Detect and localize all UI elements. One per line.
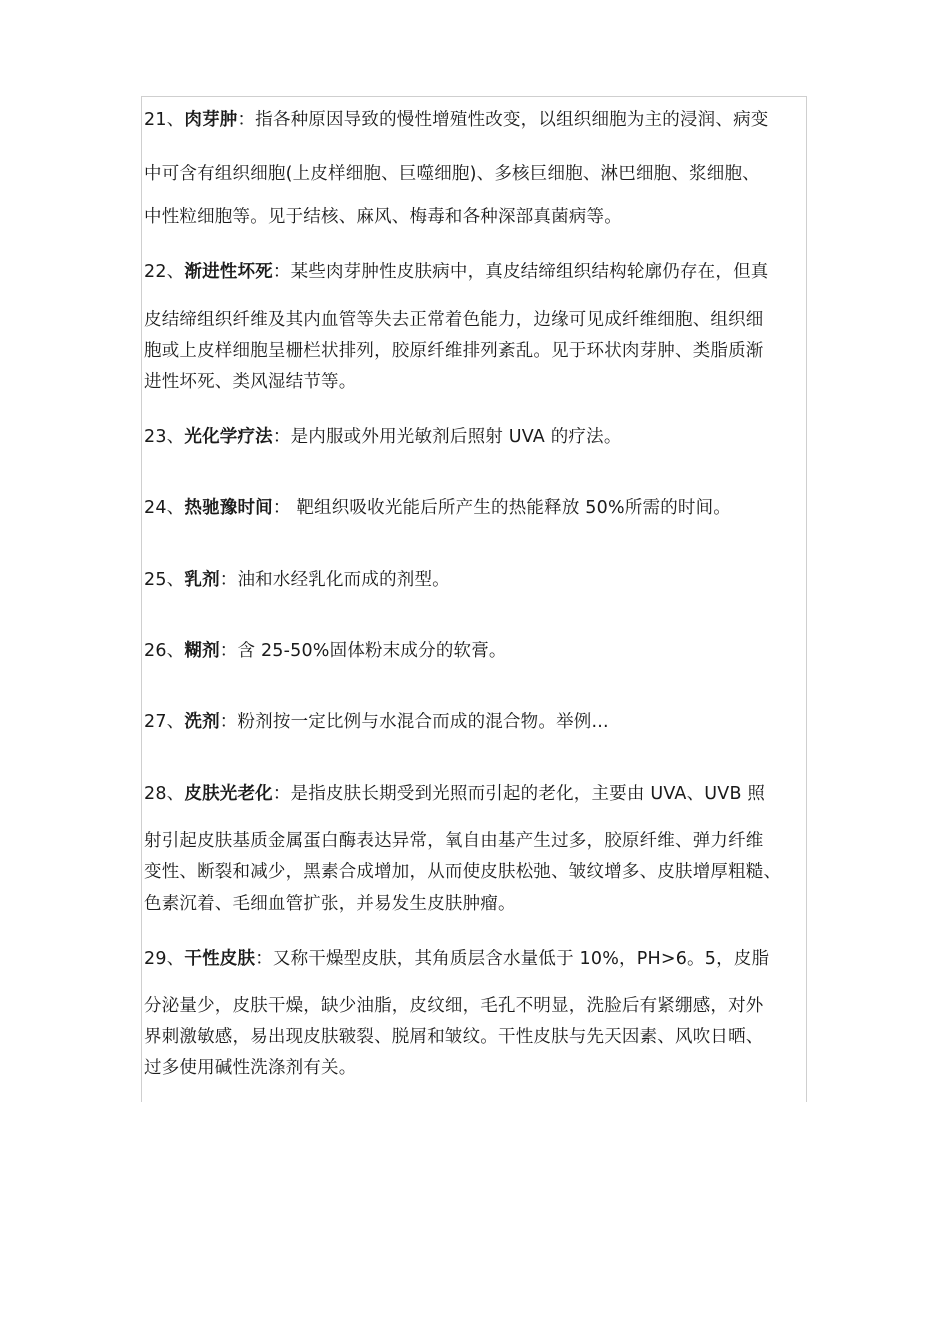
entry-term: 乳剂	[184, 570, 220, 590]
entry-term: 洗剂	[184, 712, 220, 732]
entry-line	[144, 425, 622, 449]
entry-line: 胞或上皮样细胞呈栅栏状排列，胶原纤维排列紊乱。见于环状肉芽肿、类脂质渐	[144, 341, 764, 361]
entry-term: 肉芽肿	[184, 110, 238, 130]
entry-line	[144, 108, 768, 132]
entry-line	[144, 260, 768, 284]
entry-text: ：含 25-50%固体粉末成分的软膏。	[219, 641, 507, 661]
entry-line: 界刺激敏感，易出现皮肤皲裂、脱屑和皱纹。干性皮肤与先天因素、风吹日晒、	[144, 1027, 764, 1047]
entry-line	[144, 496, 731, 520]
entry-number: 22、	[144, 262, 185, 282]
entry-line: 分泌量少，皮肤干燥，缺少油脂，皮纹细，毛孔不明显，洗脸后有紧绷感，对外	[144, 996, 764, 1016]
entry-term: 热驰豫时间	[184, 498, 273, 518]
entry-text: ：油和水经乳化而成的剂型。	[219, 570, 450, 590]
entry-line	[144, 639, 507, 663]
entry-text: ：粉剂按一定比例与水混合而成的混合物。举例...	[219, 712, 609, 732]
entry-line	[144, 947, 769, 971]
entry-line	[144, 710, 609, 734]
entry-line	[144, 568, 450, 592]
entry-number: 27、	[144, 712, 185, 732]
entry-term: 皮肤光老化	[184, 784, 273, 804]
entry-text: ：是指皮肤长期受到光照而引起的老化，主要由 UVA、UVB 照	[272, 784, 766, 804]
entry-text: ：是内服或外用光敏剂后照射 UVA 的疗法。	[272, 427, 622, 447]
entry-number: 21、	[144, 110, 185, 130]
entry-line: 进性坏死、类风湿结节等。	[144, 372, 357, 392]
entry-line: 过多使用碱性洗涤剂有关。	[144, 1058, 357, 1078]
entry-line: 变性、断裂和减少，黑素合成增加，从而使皮肤松弛、皱纹增多、皮肤增厚粗糙、	[144, 862, 782, 882]
entry-line: 皮结缔组织纤维及其内血管等失去正常着色能力，边缘可见成纤维细胞、组织细	[144, 310, 764, 330]
entry-line: 中性粒细胞等。见于结核、麻风、梅毒和各种深部真菌病等。	[144, 207, 622, 227]
entry-term: 渐进性坏死	[184, 262, 273, 282]
entry-number: 29、	[144, 949, 185, 969]
entry-term: 光化学疗法	[184, 427, 273, 447]
entry-term: 糊剂	[184, 641, 220, 661]
entry-number: 28、	[144, 784, 185, 804]
entry-line	[144, 782, 765, 806]
entry-text: ：某些肉芽肿性皮肤病中，真皮结缔组织结构轮廓仍存在，但真	[272, 262, 769, 282]
entry-line: 中可含有组织细胞(上皮样细胞、巨噬细胞)、多核巨细胞、淋巴细胞、浆细胞、	[144, 164, 760, 184]
entry-term: 干性皮肤	[184, 949, 256, 969]
entry-text: ： 靶组织吸收光能后所产生的热能释放 50%所需的时间。	[272, 498, 731, 518]
entry-number: 25、	[144, 570, 185, 590]
entry-number: 26、	[144, 641, 185, 661]
entry-text: ：又称干燥型皮肤，其角质层含水量低于 10%，PH>6。5，皮脂	[255, 949, 770, 969]
entry-number: 23、	[144, 427, 185, 447]
entry-line: 射引起皮肤基质金属蛋白酶表达异常，氧自由基产生过多，胶原纤维、弹力纤维	[144, 831, 764, 851]
entry-line: 色素沉着、毛细血管扩张，并易发生皮肤肿瘤。	[144, 894, 516, 914]
entry-number: 24、	[144, 498, 185, 518]
entry-text: ：指各种原因导致的慢性增殖性改变，以组织细胞为主的浸润、病变	[237, 110, 769, 130]
